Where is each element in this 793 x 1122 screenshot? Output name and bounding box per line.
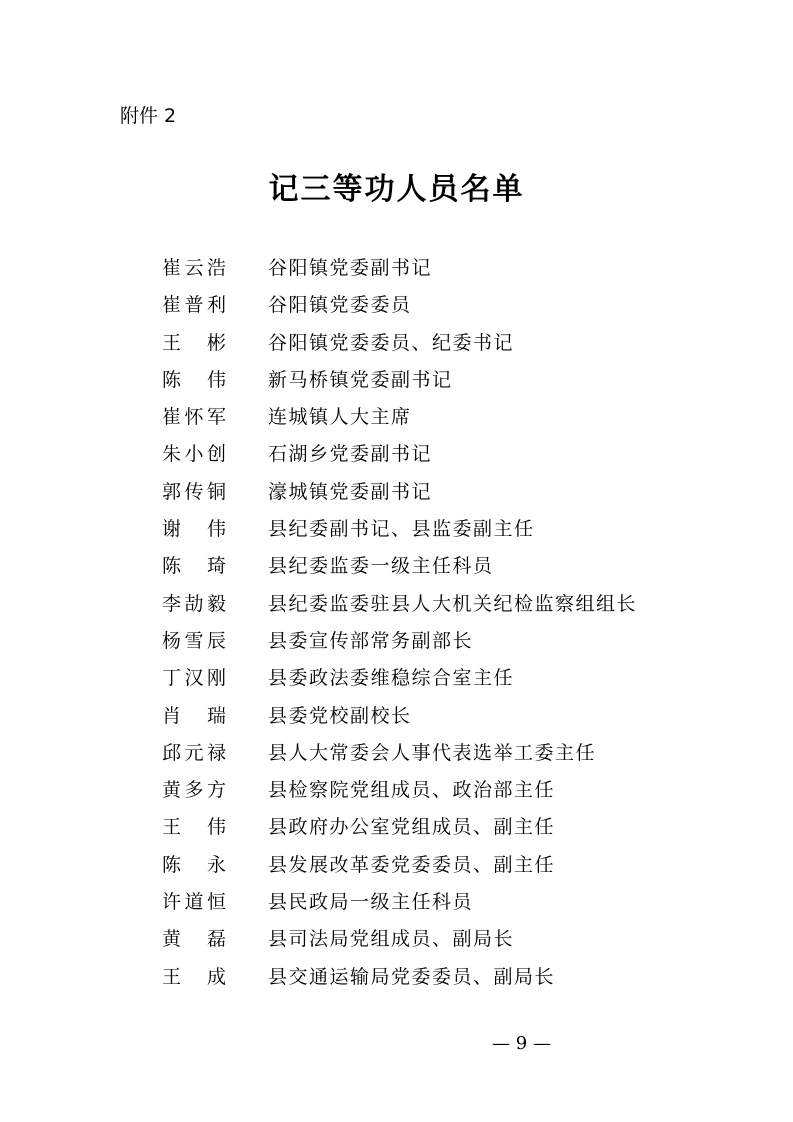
person-position: 县民政局一级主任科员 — [268, 891, 474, 914]
person-position: 县纪委监委一级主任科员 — [268, 555, 494, 578]
person-position: 谷阳镇党委副书记 — [268, 257, 433, 279]
person-name: 邱元禄 — [162, 741, 226, 764]
list-item — [0, 399, 793, 436]
list-item — [0, 847, 793, 884]
list-item — [0, 511, 793, 548]
list-item — [0, 884, 793, 921]
person-position: 县委政法委维稳综合室主任 — [268, 667, 515, 690]
list-item — [0, 250, 793, 287]
person-name: 王伟 — [162, 816, 226, 839]
person-position: 谷阳镇党委委员、纪委书记 — [268, 331, 515, 354]
person-position: 石湖乡党委副书记 — [268, 443, 433, 466]
list-item — [0, 474, 793, 511]
list-item — [0, 660, 793, 697]
page-number: — 9 — — [492, 1033, 551, 1054]
person-name: 丁汉刚 — [162, 667, 226, 690]
person-name: 陈琦 — [162, 555, 226, 578]
person-name: 陈伟 — [162, 368, 226, 391]
person-position: 谷阳镇党委委员 — [268, 294, 412, 317]
person-name: 王成 — [162, 965, 226, 988]
list-item — [0, 735, 793, 772]
list-item — [0, 548, 793, 585]
person-position: 县发展改革委党委委员、副主任 — [268, 853, 556, 876]
list-item — [0, 623, 793, 660]
person-position: 县检察院党组成员、政治部主任 — [268, 779, 556, 802]
person-position: 县政府办公室党组成员、副主任 — [268, 816, 556, 839]
list-item — [0, 586, 793, 623]
attachment-label: 附件 2 — [120, 105, 177, 127]
person-position: 县交通运输局党委委员、副局长 — [268, 965, 556, 988]
person-position: 县人大常委会人事代表选举工委主任 — [268, 741, 597, 764]
list-item — [0, 921, 793, 958]
person-name: 许道恒 — [162, 891, 226, 914]
person-position: 县委党校副校长 — [268, 704, 412, 727]
person-position: 新马桥镇党委副书记 — [268, 368, 453, 391]
person-position: 县纪委监委驻县人大机关纪检监察组组长 — [268, 592, 638, 615]
person-position: 濠城镇党委副书记 — [268, 480, 433, 503]
list-item — [0, 287, 793, 324]
list-item — [0, 959, 793, 996]
person-name: 崔云浩 — [162, 257, 226, 279]
list-item — [0, 325, 793, 362]
person-name: 杨雪辰 — [162, 629, 226, 652]
person-name: 黄磊 — [162, 928, 226, 951]
person-position: 县委宣传部常务副部长 — [268, 629, 474, 652]
person-name: 肖瑞 — [162, 704, 226, 727]
person-name: 郭传铜 — [162, 480, 226, 503]
person-name: 朱小创 — [162, 443, 226, 466]
list-item — [0, 772, 793, 809]
list-item — [0, 436, 793, 473]
person-name: 崔普利 — [162, 294, 226, 317]
list-item — [0, 362, 793, 399]
award-list — [0, 250, 793, 996]
list-item — [0, 809, 793, 846]
person-name: 崔怀军 — [162, 406, 226, 429]
person-position: 县纪委副书记、县监委副主任 — [268, 518, 535, 541]
page-title: 记三等功人员名单 — [268, 172, 525, 207]
person-name: 谢伟 — [162, 518, 226, 541]
person-name: 陈永 — [162, 853, 226, 876]
person-position: 连城镇人大主席 — [268, 406, 412, 429]
person-name: 李劼毅 — [162, 592, 226, 615]
list-item — [0, 698, 793, 735]
person-name: 黄多方 — [162, 779, 226, 802]
person-position: 县司法局党组成员、副局长 — [268, 928, 515, 951]
person-name: 王彬 — [162, 331, 226, 354]
